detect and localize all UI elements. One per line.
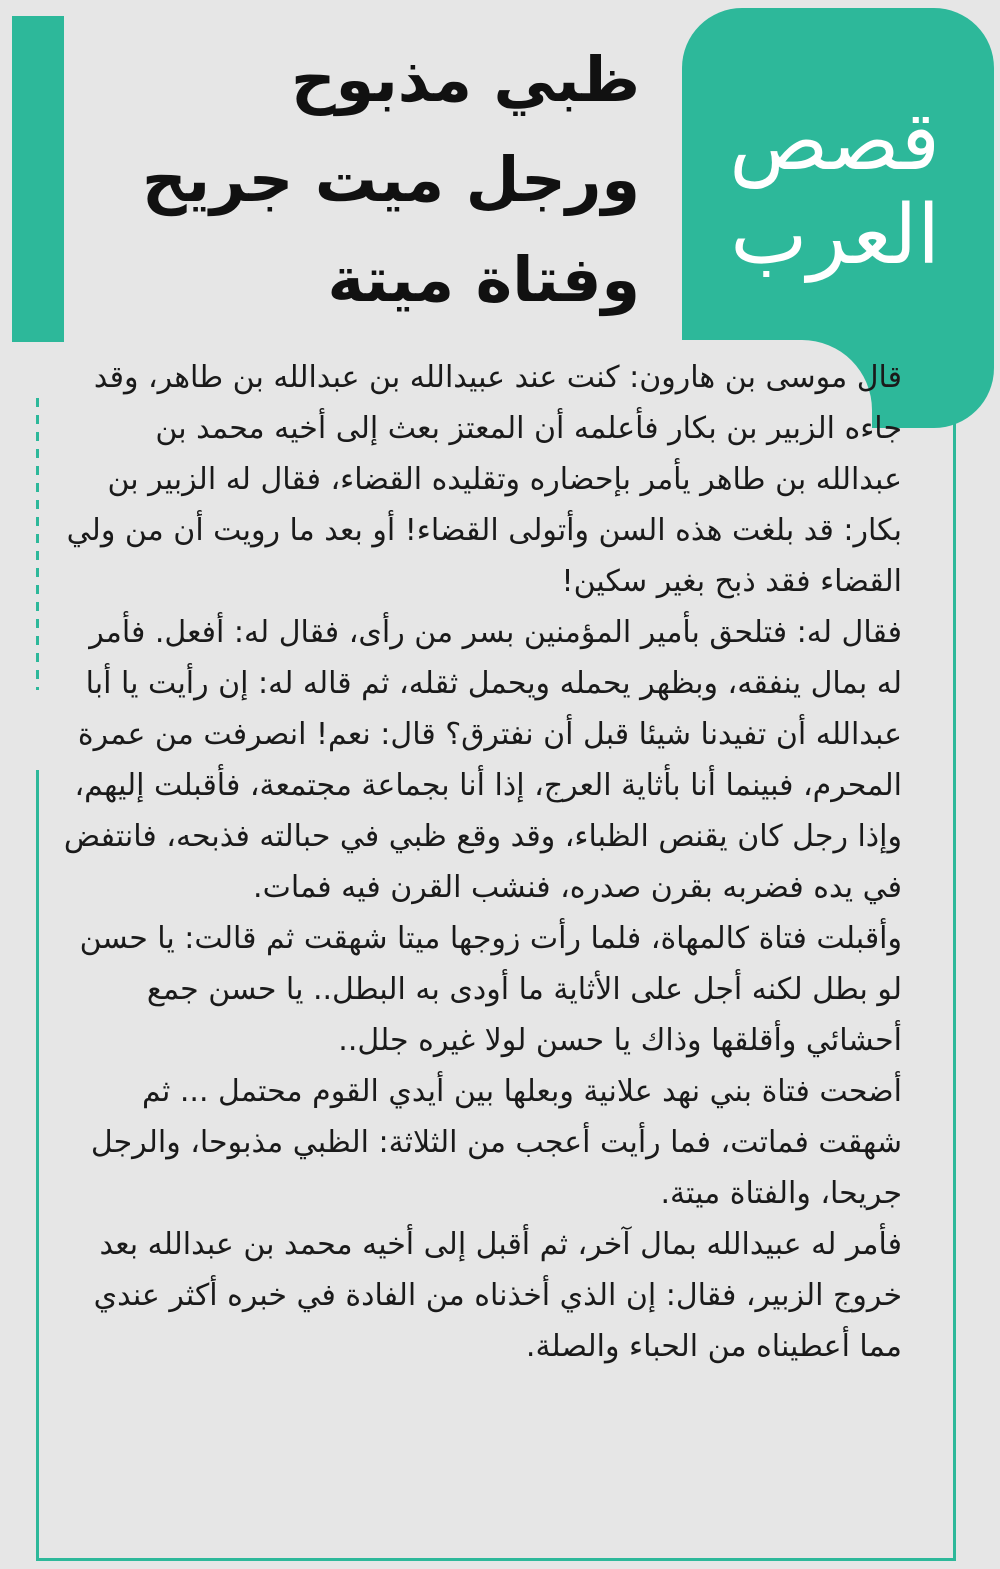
headline bbox=[80, 30, 640, 330]
headline-line2: ورجل ميت جريح bbox=[142, 143, 640, 216]
frame-bottom-border bbox=[36, 1558, 956, 1561]
headline-line3: وفتاة ميتة bbox=[327, 243, 640, 316]
section-label bbox=[700, 95, 940, 283]
article-paragraph: وأقبلت فتاة كالمهاة، فلما رأت زوجها ميتا شهقت ثم قالت: يا حسن لو بطل لكنه أجل على الأثاية ما أودى به البطل.. يا حسن جمع أحشائي وأقلقها وذاك يا حسن لولا غيره جلل.. bbox=[79, 921, 902, 1058]
headline-line1: ظبي مذبوح bbox=[290, 43, 640, 116]
frame-dashed-border bbox=[36, 398, 39, 690]
frame-right-border bbox=[953, 420, 956, 1561]
article-paragraph: فقال له: فتلحق بأمير المؤمنين بسر من رأى، فقال له: أفعل. فأمر له بمال ينفقه، وبظهر يحمله ويحمل ثقله، ثم قاله له: إن رأيت يا أبا عبدالله أن تفيدنا شيئا قبل أن نفترق؟ قال: نعم! انصرفت من عمرة المحرم، فبينما أنا بأثاية العرج، إذا أنا بجماعة مجتمعة، فأقبلت إليهم، وإذا رجل كان يقنص الظباء، وقد وقع ظبي في حبالته فذبحه، فانتفض في يده فضربه بقرن صدره، فنشب القرن فيه فمات. bbox=[63, 615, 902, 905]
section-label-line1: قصص bbox=[729, 94, 940, 189]
section-label-line2: العرب bbox=[730, 188, 940, 283]
accent-bar bbox=[12, 16, 64, 342]
article-paragraph: قال موسى بن هارون: كنت عند عبيدالله بن عبدالله بن طاهر، وقد جاءه الزبير بن بكار فأعلمه أن المعتز بعث إلى أخيه محمد بن عبدالله بن طاهر يأمر بإحضاره وتقليده القضاء، فقال له الزبير بن بكار: قد بلغت هذه السن وأتولى القضاء! أو بعد ما رويت أن من ولي القضاء فقد ذبح بغير سكين! bbox=[66, 360, 902, 599]
article-paragraph: فأمر له عبيدالله بمال آخر، ثم أقبل إلى أخيه محمد بن عبدالله بعد خروج الزبير، فقال: إن الذي أخذناه من الفادة في خبره أكثر عندي مما أعطيناه من الحباء والصلة. bbox=[93, 1227, 902, 1364]
article-paragraph: أضحت فتاة بني نهد علانية وبعلها بين أيدي القوم محتمل ... ثم شهقت فماتت، فما رأيت أعجب من الثلاثة: الظبي مذبوحا، والرجل جريحا، والفتاة ميتة. bbox=[90, 1074, 902, 1211]
frame-left-border bbox=[36, 770, 39, 1561]
article-body bbox=[60, 352, 902, 1372]
